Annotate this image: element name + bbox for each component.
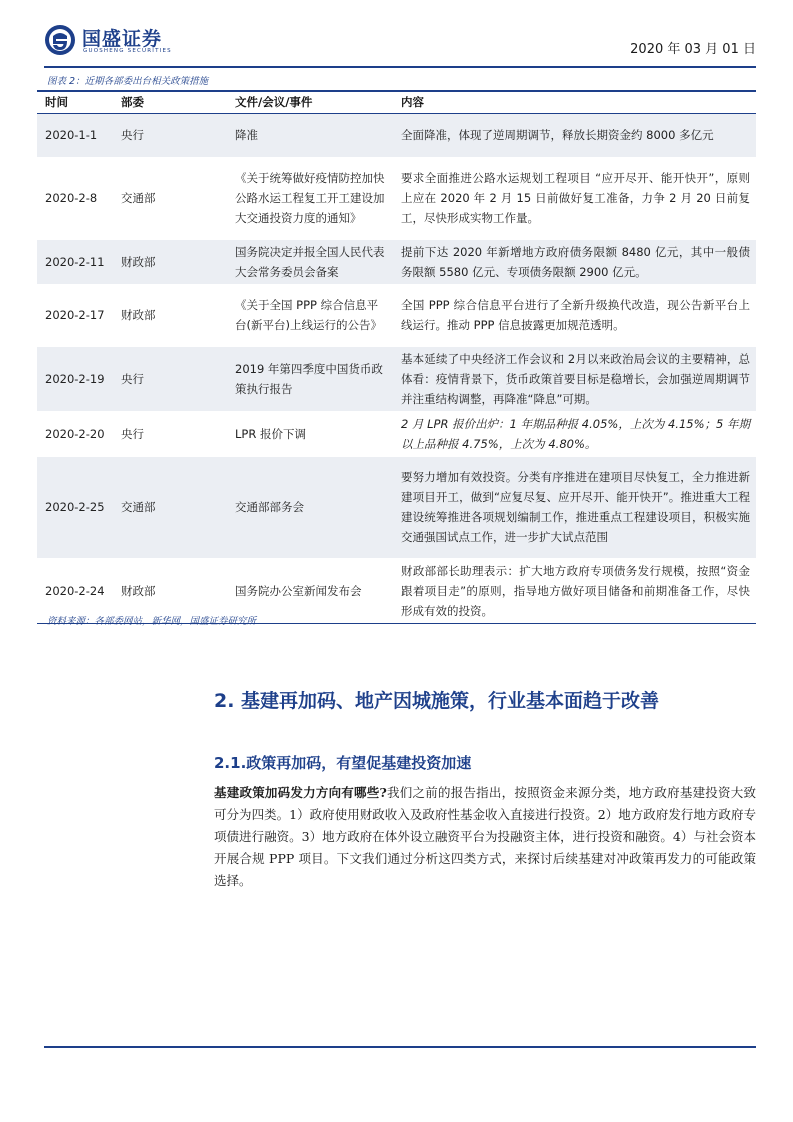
table-row bbox=[37, 239, 756, 284]
header-doc: 文件/会议/事件 bbox=[227, 91, 393, 113]
cell-dept: 央行 bbox=[113, 411, 227, 456]
header-divider bbox=[44, 66, 756, 68]
cell-dept: 财政部 bbox=[113, 558, 227, 623]
table-row bbox=[37, 346, 756, 411]
cell-content: 2 月 LPR 报价出炉：1 年期品种报 4.05%，上次为 4.15%；5 年期以上品种报 4.75%，上次为 4.80%。 bbox=[393, 411, 756, 456]
table-header-row bbox=[37, 91, 756, 113]
cell-doc: 2019 年第四季度中国货币政策执行报告 bbox=[227, 346, 393, 411]
cell-doc: 《关于统筹做好疫情防控加快公路水运工程复工开工建设加大交通投资力度的通知》 bbox=[227, 157, 393, 239]
section-heading: 2. 基建再加码、地产因城施策，行业基本面趋于改善 bbox=[214, 690, 660, 712]
table-row bbox=[37, 113, 756, 157]
paragraph-lead: 基建政策加码发力方向有哪些? bbox=[214, 785, 387, 800]
policy-table bbox=[37, 90, 756, 624]
cell-content: 财政部部长助理表示：扩大地方政府专项债务发行规模，按照“资金跟着项目走”的原则，指导地方做好项目储备和前期准备工作，尽快形成有效的投资。 bbox=[393, 558, 756, 623]
cell-doc: 《关于全国 PPP 综合信息平台(新平台)上线运行的公告》 bbox=[227, 284, 393, 346]
cell-content: 要努力增加有效投资。分类有序推进在建项目尽快复工，全力推进新建项目开工，做到“应复尽复、应开尽开、能开快开”。推进重大工程建设统筹推进各项规划编制工作，推进重点工程建设项目，积极实施交通强国试点工作，进一步扩大试点范围 bbox=[393, 456, 756, 558]
footer-divider bbox=[44, 1046, 756, 1048]
cell-doc: 国务院办公室新闻发布会 bbox=[227, 558, 393, 623]
cell-dept: 交通部 bbox=[113, 456, 227, 558]
cell-content: 提前下达 2020 年新增地方政府债务限额 8480 亿元，其中一般债务限额 5580 亿元、专项债务限额 2900 亿元。 bbox=[393, 239, 756, 284]
table-caption: 图表 2：近期各部委出台相关政策措施 bbox=[47, 76, 209, 87]
cell-date: 2020-2-19 bbox=[37, 346, 113, 411]
logo-text: 国盛证券 bbox=[82, 28, 163, 50]
header-content: 内容 bbox=[393, 91, 756, 113]
cell-dept: 央行 bbox=[113, 113, 227, 157]
page-header bbox=[44, 22, 756, 68]
cell-dept: 财政部 bbox=[113, 239, 227, 284]
cell-date: 2020-2-25 bbox=[37, 456, 113, 558]
cell-dept: 财政部 bbox=[113, 284, 227, 346]
cell-doc: 降准 bbox=[227, 113, 393, 157]
table-row bbox=[37, 456, 756, 558]
table-row bbox=[37, 284, 756, 346]
cell-content: 全面降准，体现了逆周期调节，释放长期资金约 8000 多亿元 bbox=[393, 113, 756, 157]
cell-date: 2020-2-17 bbox=[37, 284, 113, 346]
cell-date: 2020-1-1 bbox=[37, 113, 113, 157]
cell-content: 基本延续了中央经济工作会议和 2月以来政治局会议的主要精神，总体看：疫情背景下，货币政策首要目标是稳增长，会加强逆周期调节并注重结构调整，再降准“降息”可期。 bbox=[393, 346, 756, 411]
cell-date: 2020-2-8 bbox=[37, 157, 113, 239]
header-dept: 部委 bbox=[113, 91, 227, 113]
company-logo bbox=[44, 22, 174, 60]
logo-subtext: GUOSHENG SECURITIES bbox=[83, 48, 172, 54]
guosheng-logo-icon bbox=[44, 24, 76, 56]
cell-dept: 央行 bbox=[113, 346, 227, 411]
cell-date: 2020-2-20 bbox=[37, 411, 113, 456]
cell-dept: 交通部 bbox=[113, 157, 227, 239]
table-row bbox=[37, 157, 756, 239]
body-paragraph bbox=[214, 782, 756, 892]
header-date: 时间 bbox=[37, 91, 113, 113]
cell-date: 2020-2-24 bbox=[37, 558, 113, 623]
cell-date: 2020-2-11 bbox=[37, 239, 113, 284]
subsection-heading: 2.1.政策再加码，有望促基建投资加速 bbox=[214, 754, 472, 772]
report-date: 2020 年 03 月 01 日 bbox=[630, 42, 756, 57]
paragraph-body: 我们之前的报告指出，按照资金来源分类，地方政府基建投资大致可分为四类。1）政府使用财政收入及政府性基金收入直接进行投资。2）地方政府发行地方政府专项债进行融资。3）地方政府在体外设立融资平台为投融资主体，进行投资和融资。4）与社会资本开展合规 PPP 项目。下文我们通过分析这四类方式，来探讨后续基建对冲政策再发力的可能政策选择。 bbox=[214, 785, 756, 888]
cell-content: 要求全面推进公路水运规划工程项目 “应开尽开、能开快开”，原则上应在 2020 年 2 月 15 日前做好复工准备，力争 2 月 20 日前复工，尽快形成实物工作量。 bbox=[393, 157, 756, 239]
cell-doc: LPR 报价下调 bbox=[227, 411, 393, 456]
cell-doc: 国务院决定并报全国人民代表大会常务委员会备案 bbox=[227, 239, 393, 284]
cell-doc: 交通部部务会 bbox=[227, 456, 393, 558]
table-source: 资料来源：各部委网站，新华网，国盛证券研究所 bbox=[47, 616, 257, 627]
cell-content: 全国 PPP 综合信息平台进行了全新升级换代改造，现公告新平台上线运行。推动 PPP 信息披露更加规范透明。 bbox=[393, 284, 756, 346]
table-row bbox=[37, 411, 756, 456]
